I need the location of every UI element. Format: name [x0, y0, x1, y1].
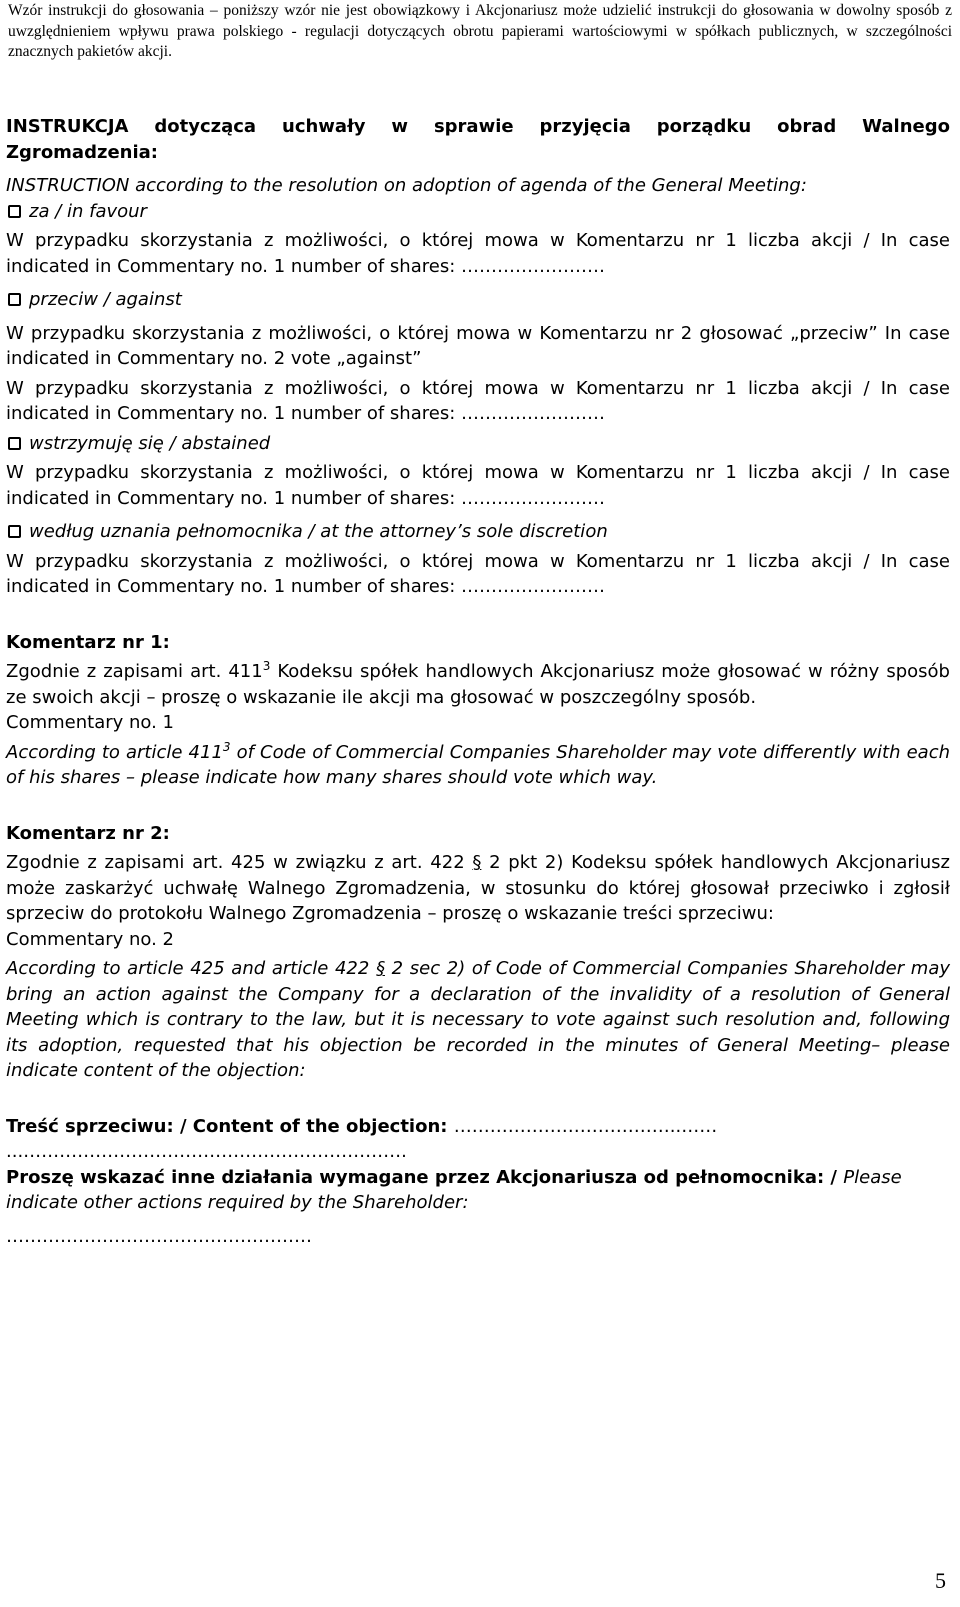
other-actions: Proszę wskazać inne działania wymagane przez Akcjonariusza od pełnomocnika: / Please indicate other actions required by the Shareholder: [6, 1166, 902, 1213]
comment1-en-heading: Commentary no. 1 [6, 712, 174, 733]
header-note: Wzór instrukcji do głosowania – poniższy wzór nie jest obowiązkowy i Akcjonariusz może udzielić instrukcji do głosowania w dowolny sposób z uwzględnieniem wpływu prawa polskiego - regulacji dotyczących obrotu papierami wartościowymi w spółkach publicznych, w szczególności znacznych pakietów akcji. [8, 2, 952, 60]
option-label: wstrzymuję się / abstained [29, 432, 271, 454]
comment2-text-en: According to article 425 and article 422 § 2 sec 2) of Code of Commercial Companies Shareholder may bring an action against the Company for a declaration of the invalidity of a resolution of General Meeting which is contrary to the law, but it is necessary to vote against such resolution and, following its adoption, requested that his objection be recorded in the minutes of General Meeting– please indicate content of the objection: [6, 958, 951, 1081]
option-detail: W przypadku skorzystania z możliwości, o której mowa w Komentarzu nr 1 liczba akcji / In case indicated in Commentary no. 1 number of shares: …………………… [6, 377, 950, 424]
option-detail: W przypadku skorzystania z możliwości, o której mowa w Komentarzu nr 1 liczba akcji / In case indicated in Commentary no. 1 number of shares: …………………… [6, 550, 950, 597]
option-label: przeciw / against [29, 289, 182, 310]
document-body [6, 114, 950, 1249]
instruction-title: INSTRUKCJA dotycząca uchwały w sprawie przyjęcia porządku obrad Walnego Zgromadzenia: [6, 116, 950, 163]
option-detail: W przypadku skorzystania z możliwości, o której mowa w Komentarzu nr 1 liczba akcji / In case indicated in Commentary no. 1 number of shares: …………………… [6, 230, 950, 277]
comment2-heading: Komentarz nr 2: [6, 822, 170, 844]
comment2-en-heading: Commentary no. 2 [6, 928, 174, 950]
checkbox-icon[interactable] [8, 437, 21, 450]
option-label: za / in favour [29, 200, 147, 222]
comment1-text-pl: Zgodnie z zapisami art. $411^3$ Kodeksu spółek handlowych Akcjonariusz może głosować w różny sposób ze swoich akcji – proszę o wskazanie ile akcji ma głosować w poszczególny sposób. [6, 659, 950, 708]
objection-line: Treść sprzeciwu: / Content of the objection: ………………………………..…… [6, 1115, 718, 1137]
checkbox-icon[interactable] [8, 293, 21, 306]
page-number: 5 [935, 1568, 946, 1593]
checkbox-icon[interactable] [8, 205, 21, 218]
option-against[interactable] [6, 287, 950, 313]
objection-dots: ...………………………………………………………. [6, 1141, 407, 1162]
other-actions-dots: …………………………………………… [6, 1225, 312, 1247]
comment1-text-en: According to article $411^3$ of Code of Commercial Companies Shareholder may vote differently with each of his shares – please indicate how many shares should vote which way. [6, 739, 951, 788]
option-detail: W przypadku skorzystania z możliwości, o której mowa w Komentarzu nr 2 głosować „przeciw” In case indicated in Commentary no. 2 vote „against” [6, 322, 950, 369]
option-attorney-discretion[interactable] [6, 519, 950, 545]
option-label: według uznania pełnomocnika / at the attorney’s sole discretion [29, 521, 608, 542]
comment2-text-pl: Zgodnie z zapisami art. 425 w związku z art. 422 § 2 pkt 2) Kodeksu spółek handlowych Akcjonariusz może zaskarżyć uchwałę Walnego Zgromadzenia, w stosunku do której głosował przeciwko i zgłosił sprzeciw do protokołu Walnego Zgromadzenia – proszę o wskazanie treści sprzeciwu: [6, 852, 950, 924]
option-in-favour[interactable] [6, 199, 950, 225]
option-detail: W przypadku skorzystania z możliwości, o której mowa w Komentarzu nr 1 liczba akcji / In case indicated in Commentary no. 1 number of shares: …………………… [6, 462, 950, 509]
comment1-heading: Komentarz nr 1: [6, 631, 170, 653]
option-abstained[interactable] [6, 431, 950, 457]
instruction-title-en: INSTRUCTION according to the resolution on adoption of agenda of the General Meeting: [6, 175, 807, 196]
checkbox-icon[interactable] [8, 525, 21, 538]
